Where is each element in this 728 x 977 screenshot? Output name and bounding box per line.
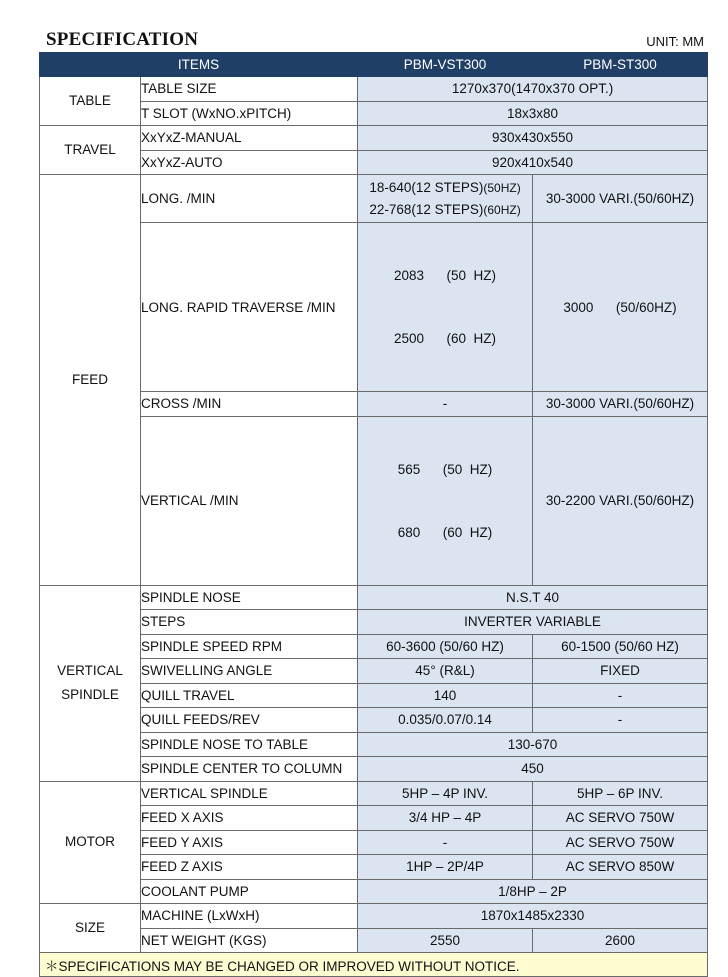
- row-label: QUILL FEEDS/REV: [141, 708, 358, 733]
- row-label: CROSS /MIN: [141, 392, 358, 417]
- row-value-b: 30-3000 VARI.(50/60HZ): [533, 175, 708, 223]
- row-label: TABLE SIZE: [141, 77, 358, 102]
- row-label: LONG. /MIN: [141, 175, 358, 223]
- row-label: MACHINE (LxWxH): [141, 904, 358, 929]
- row-value: 450: [358, 757, 708, 782]
- header-model-b: PBM-ST300: [533, 53, 708, 77]
- group-table: TABLE: [40, 77, 141, 126]
- row-label: COOLANT PUMP: [141, 879, 358, 904]
- row-label: STEPS: [141, 610, 358, 635]
- table-row: [40, 757, 708, 782]
- table-row: [40, 392, 708, 417]
- spec-table: [39, 52, 708, 977]
- row-value-b: -: [533, 708, 708, 733]
- table-row: [40, 659, 708, 684]
- table-row: [40, 879, 708, 904]
- header-items: ITEMS: [40, 53, 358, 77]
- page-title: SPECIFICATION: [46, 29, 199, 50]
- row-value-a: -: [358, 392, 533, 417]
- row-label: FEED Y AXIS: [141, 830, 358, 855]
- group-label-line: VERTICAL: [57, 663, 123, 678]
- row-value-b: AC SERVO 750W: [533, 830, 708, 855]
- row-label: LONG. RAPID TRAVERSE /MIN: [141, 223, 358, 392]
- value-line: 680 (60 HZ): [397, 524, 493, 540]
- group-motor: MOTOR: [40, 781, 141, 904]
- unit-label: UNIT: MM: [646, 34, 704, 49]
- header-row: [40, 53, 708, 77]
- row-label: VERTICAL SPINDLE: [141, 781, 358, 806]
- table-row: [40, 610, 708, 635]
- header-model-a: PBM-VST300: [358, 53, 533, 77]
- row-value: INVERTER VARIABLE: [358, 610, 708, 635]
- table-row: [40, 150, 708, 175]
- row-label: FEED X AXIS: [141, 806, 358, 831]
- row-label: NET WEIGHT (KGS): [141, 928, 358, 953]
- row-value-b: AC SERVO 750W: [533, 806, 708, 831]
- row-value-b: 30-3000 VARI.(50/60HZ): [533, 392, 708, 417]
- row-label: FEED Z AXIS: [141, 855, 358, 880]
- row-value-b: -: [533, 683, 708, 708]
- row-value-b: 30-2200 VARI.(50/60HZ): [533, 416, 708, 585]
- row-label: SPINDLE SPEED RPM: [141, 634, 358, 659]
- row-value: 1/8HP – 2P: [358, 879, 708, 904]
- row-value: 1270x370(1470x370 OPT.): [358, 77, 708, 102]
- row-value-a: 60-3600 (50/60 HZ): [358, 634, 533, 659]
- row-value-a: 140: [358, 683, 533, 708]
- value-line: 2500 (60 HZ): [393, 331, 497, 346]
- table-row: [40, 634, 708, 659]
- table-row: [40, 830, 708, 855]
- row-value-a: 45° (R&L): [358, 659, 533, 684]
- table-row: [40, 223, 708, 392]
- row-label: SPINDLE NOSE: [141, 585, 358, 610]
- table-row: [40, 928, 708, 953]
- row-value-a: 3/4 HP – 4P: [358, 806, 533, 831]
- row-value-a: 0.035/0.07/0.14: [358, 708, 533, 733]
- row-value-a: [358, 416, 533, 585]
- table-row: [40, 904, 708, 929]
- row-value-a: 2550: [358, 928, 533, 953]
- row-value-a: 5HP – 4P INV.: [358, 781, 533, 806]
- row-value: 130-670: [358, 732, 708, 757]
- row-value-a: 1HP – 2P/4P: [358, 855, 533, 880]
- table-row: [40, 101, 708, 126]
- table-row: [40, 683, 708, 708]
- group-vertical-spindle: [40, 585, 141, 781]
- row-label: XxYxZ-AUTO: [141, 150, 358, 175]
- table-row: [40, 732, 708, 757]
- table-row: [40, 416, 708, 585]
- row-label: SPINDLE NOSE TO TABLE: [141, 732, 358, 757]
- group-size: SIZE: [40, 904, 141, 953]
- row-value: 920x410x540: [358, 150, 708, 175]
- row-value-b: FIXED: [533, 659, 708, 684]
- table-row: [40, 585, 708, 610]
- row-label: T SLOT (WxNO.xPITCH): [141, 101, 358, 126]
- row-label: SWIVELLING ANGLE: [141, 659, 358, 684]
- table-row: [40, 806, 708, 831]
- row-value: 930x430x550: [358, 126, 708, 151]
- value-line: 18-640(12 STEPS)(50HZ): [369, 179, 521, 195]
- footnote: ＊SPECIFICATIONS MAY BE CHANGED OR IMPROVED WITHOUT NOTICE.: [40, 953, 708, 977]
- table-row: [40, 781, 708, 806]
- table-row: [40, 77, 708, 102]
- group-label-line: SPINDLE: [61, 687, 119, 702]
- group-travel: TRAVEL: [40, 126, 141, 175]
- table-row: [40, 708, 708, 733]
- row-value: N.S.T 40: [358, 585, 708, 610]
- row-value: 1870x1485x2330: [358, 904, 708, 929]
- row-label: QUILL TRAVEL: [141, 683, 358, 708]
- value-line: 565 (50 HZ): [397, 461, 493, 477]
- row-value-a: -: [358, 830, 533, 855]
- group-feed: FEED: [40, 175, 141, 586]
- row-value-b: 60-1500 (50/60 HZ): [533, 634, 708, 659]
- row-value-a: [358, 175, 533, 223]
- value-line: 22-768(12 STEPS)(60HZ): [369, 201, 521, 217]
- table-row: [40, 855, 708, 880]
- row-value-b: 3000 (50/60HZ): [533, 223, 708, 392]
- table-row: [40, 175, 708, 223]
- row-value-b: 5HP – 6P INV.: [533, 781, 708, 806]
- row-label: XxYxZ-MANUAL: [141, 126, 358, 151]
- value-line: 2083 (50 HZ): [393, 268, 497, 283]
- row-label: SPINDLE CENTER TO COLUMN: [141, 757, 358, 782]
- table-row: [40, 126, 708, 151]
- row-label: VERTICAL /MIN: [141, 416, 358, 585]
- row-value-a: [358, 223, 533, 392]
- row-value-b: AC SERVO 850W: [533, 855, 708, 880]
- footnote-row: [40, 953, 708, 977]
- row-value-b: 2600: [533, 928, 708, 953]
- row-value: 18x3x80: [358, 101, 708, 126]
